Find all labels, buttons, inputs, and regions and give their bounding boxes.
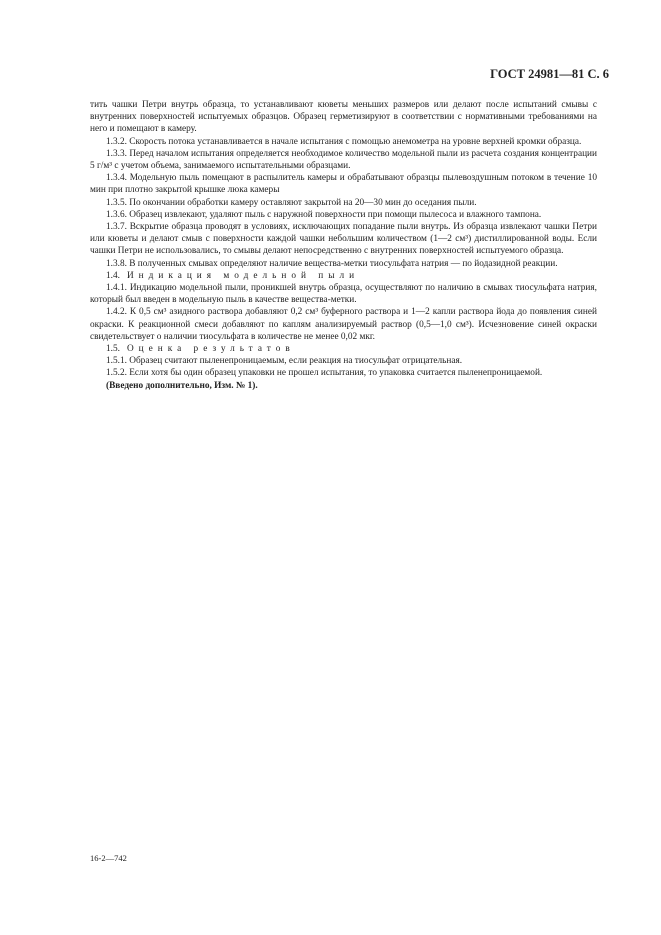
paragraph-1-4-1: 1.4.1. Индикацию модельной пыли, проникшей внутрь образца, осуществляют по наличию в смывах тиосульфата натрия, который был введен в модельную пыль в качестве вещества-метки. — [90, 283, 597, 306]
paragraph-1-5-1: 1.5.1. Образец считают пыленепроницаемым, если реакция на тиосульфат отрицательная. — [106, 356, 463, 367]
paragraph-1-3-7: 1.3.7. Вскрытие образца проводят в условиях, исключающих попадание пыли внутрь. Из образца извлекают чашки Петри или кюветы и делают смыв с поверхности каждой чашки небольшим количеством (1—2 см³) дистиллированной воды. Если чашки Петри не использовались, то смывы делают непосредственно с внутренних поверхностей испытуемого образца. — [90, 222, 597, 257]
section-number: 1.5. — [106, 344, 120, 355]
section-heading-1-4 — [90, 270, 597, 282]
section-title: Оценка результатов — [126, 344, 295, 355]
page-header: ГОСТ 24981—81 С. 6 — [490, 67, 609, 81]
document-body — [90, 99, 597, 392]
paragraph-1-5-2: 1.5.2. Если хотя бы один образец упаковки не прошел испытания, то упаковка считается пыленепроницаемой. — [106, 368, 543, 379]
paragraph-1-3-5: 1.3.5. По окончании обработки камеру оставляют закрытой на 20—30 мин до оседания пыли. — [106, 197, 477, 208]
paragraph-1-3-8: 1.3.8. В полученных смывах определяют наличие вещества-метки тиосульфата натрия — по йодазидной реакции. — [106, 258, 558, 269]
paragraph-1-4-2: 1.4.2. К 0,5 см³ азидного раствора добавляют 0,2 см³ буферного раствора и 1—2 капли раствора йода до появления синей окраски. К реакционной смеси добавляют по каплям анализируемый раствор (0,5—1,0 см³). Исчезновение синей окраски свидетельствует о наличии тиосульфата в количестве не менее 0,02 мкг. — [90, 307, 597, 342]
paragraph: тить чашки Петри внутрь образца, то устанавливают кюветы меньших размеров или делают после испытаний смывы с внутренних поверхностей испытуемых образцов. Образец герметизируют в соответствии с нормативными требованиями на него и помещают в камеру. — [90, 100, 597, 135]
section-title: Индикация модельной пыли — [126, 270, 360, 281]
amendment-note: (Введено дополнительно, Изм. № 1). — [106, 380, 258, 391]
section-number: 1.4. — [106, 270, 120, 281]
paragraph-1-3-6: 1.3.6. Образец извлекают, удаляют пыль с наружной поверхности при помощи пылесоса и влажного тампона. — [106, 209, 542, 220]
paragraph-1-3-3: 1.3.3. Перед началом испытания определяется необходимое количество модельной пыли из расчета создания концентрации 5 г/м³ с учетом объема, занимаемого испытательными образцами. — [90, 148, 597, 172]
paragraph-1-3-2: 1.3.2. Скорость потока устанавливается в начале испытания с помощью анемометра на уровне верхней кромки образца. — [106, 136, 582, 147]
paragraph-1-3-4: 1.3.4. Модельную пыль помещают в распылитель камеры и обрабатывают образцы пылевоздушным потоком в течение 10 мин при плотно закрытой крышке люка камеры — [90, 173, 597, 196]
section-heading-1-5 — [90, 343, 597, 355]
page-footer: 16-2—742 — [90, 853, 127, 863]
